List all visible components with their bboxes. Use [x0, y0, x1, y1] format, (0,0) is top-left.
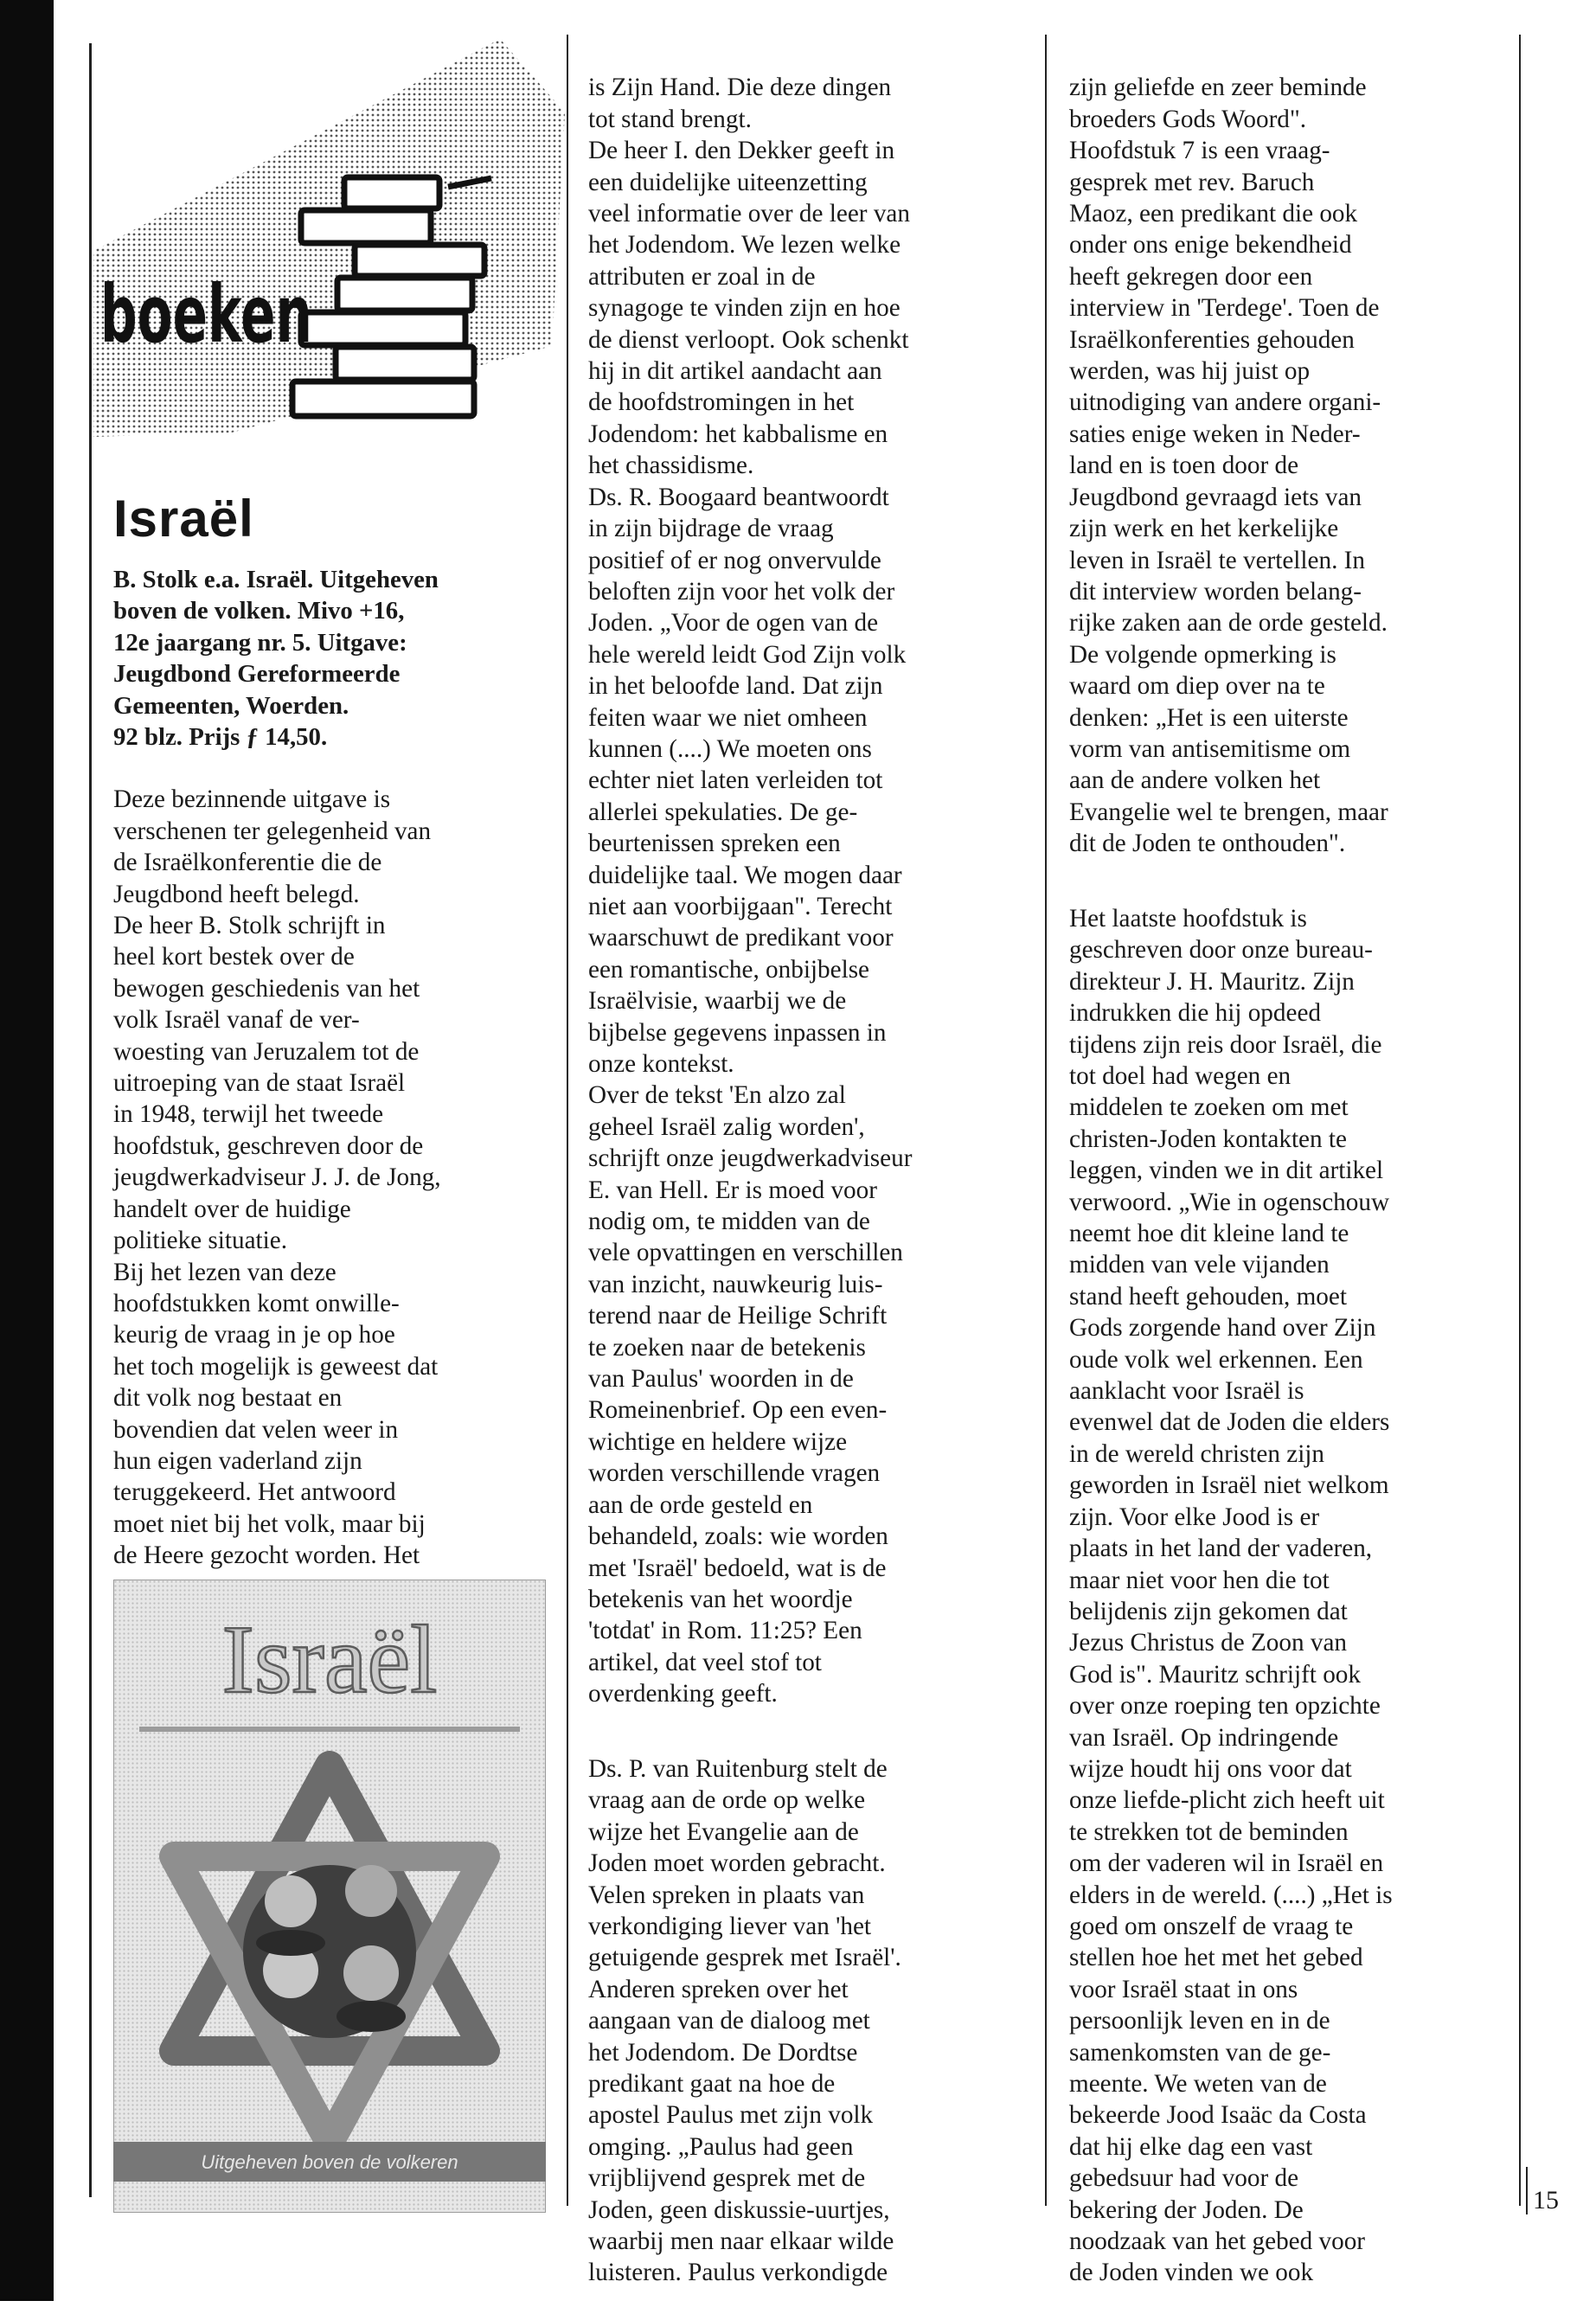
col3-text-part2: Het laatste hoofdstuk is geschreven door onze bureau- direkteur J. H. Mauritz. Zijn indrukken die hij opdeed tijdens zijn reis door Israël, die tot doel had wegen en middelen te zoeken om met christen-Joden kontakten te leggen, vinden we in dit artikel verwoord. „Wie in ogenschouw neemt hoe dit kleine land te midden van vele vijanden stand heeft gehouden, moet Gods zorgende hand over Zijn oude volk wel erkennen. Een aanklacht voor Israël is evenwel dat de Joden die elders in de wereld christen zijn geworden in Israël niet welkom zijn. Voor elke Jood is er plaats in het land der vaderen, maar niet voor hen die tot belijdenis zijn gekomen dat Jezus Christus de Zoon van God is". Mauritz schrijft ook over onze roeping ten opzichte van Israël. Op indringende wijze houdt hij ons voor dat onze liefde-plicht zich heeft uit te strekken tot de beminden om der vaderen wil in Israël en elders in de wereld. (....) „Het is goed om onszelf de vraag te stellen hoe het met het gebed voor Israël staat in ons persoonlijk leven en in de samenkomsten van de ge- meente. We weten van de bekeerde Jood Isaäc da Costa dat hij elke dag een vast gebedsuur had voor de bekering der Joden. De noodzaak van het gebed voor de Joden vinden we ook: [1069, 904, 1393, 2287]
page-number: 15: [1533, 2186, 1559, 2214]
cover-title: Israël: [221, 1606, 438, 1714]
column-1: [113, 753, 546, 1603]
column-2: [588, 41, 1038, 2320]
section-logo: [85, 35, 569, 450]
section-logo-label: boeken: [100, 268, 312, 361]
column-rule-2: [1045, 35, 1047, 2206]
article-title: Israël: [113, 490, 254, 548]
col2-text-part1: is Zijn Hand. Die deze dingen tot stand brengt. De heer I. den Dekker geeft in een duidelijke uiteenzetting veel informatie over de leer van het Jodendom. We lezen welke attributen er zoal in de synagoge te vinden zijn en hoe de dienst verloopt. Ook schenkt hij in dit artikel aandacht aan de hoofdstromingen in het Jodendom: het kabbalisme en het chassidisme. Ds. R. Boogaard beantwoordt in zijn bijdrage de vraag positief of er nog onvervulde beloften zijn voor het volk der Joden. „Voor de ogen van de hele wereld leidt God Zijn volk in het beloofde land. Dat zijn feiten waar we niet omheen kunnen (....) We moeten ons echter niet laten verleiden tot allerlei spekulaties. De ge- beurtenissen spreken een duidelijke taal. We mogen daar niet aan voorbijgaan". Terecht waarschuwt de predikant voor een romantische, onbijbelse Israëlvisie, waarbij we de bijbelse gegevens inpassen in onze kontekst. Over de tekst 'En alzo zal geheel Israël zalig worden', schrijft onze jeugdwerkadviseur E. van Hell. Er is moed voor nodig om, te midden van de vele opvattingen en verschillen van inzicht, nauwkeurig luis- terend naar de Heilige Schrift te zoeken naar de betekenis van Paulus' woorden in de Romeinenbrief. Op een even- wichtige en heldere wijze worden verschillende vragen aan de orde gesteld en behandeld, zoals: wie worden met 'Israël' bedoeld, wat is de betekenis van het woordje 'totdat' in Rom. 11:25? Een artikel, dat veel stof tot overdenking geeft.: [588, 74, 913, 1708]
cover-subtitle: Uitgeheven boven de volkeren: [201, 2151, 458, 2173]
bibliographic-details: B. Stolk e.a. Israël. Uitgeheven boven de volken. Mivo +16, 12e jaargang nr. 5. Uitgave: Jeugdbond Gereformeerde Gemeenten, Woerden. 92 blz. Prijs ƒ 14,50.: [113, 566, 439, 752]
col1-text: Deze bezinnende uitgave is verschenen ter gelegenheid van de Israëlkonferentie die de Jeugdbond heeft belegd. De heer B. Stolk schrijft in heel kort bestek over de bewogen geschiedenis van het volk Israël vanaf de ver- woesting van Jeruzalem tot de uitroeping van de staat Israël in 1948, terwijl het tweede hoofdstuk, geschreven door de jeugdwerkadviseur J. J. de Jong, handelt over de huidige politieke situatie. Bij het lezen van deze hoofdstukken komt onwille- keurig de vraag in je op hoe het toch mogelijk is geweest dat dit volk nog bestaat en bovendien dat velen weer in hun eigen vaderland zijn teruggekeerd. Het antwoord moet niet bij het volk, maar bij de Heere gezocht worden. Het: [113, 785, 441, 1570]
page-number-rule: [1526, 2167, 1528, 2214]
column-rule-3: [1519, 35, 1521, 2206]
col3-text-part1: zijn geliefde en zeer beminde broeders Gods Woord". Hoofdstuk 7 is een vraag- gesprek met rev. Baruch Maoz, een predikant die ook onder ons enige bekendheid heeft gekregen door een interview in 'Terdege'. Toen de Israëlkonferenties gehouden werden, was hij juist op uitnodiging van andere organi- saties enige weken in Neder- land en is toen door de Jeugdbond gevraagd iets van zijn werk en het kerkelijke leven in Israël te vertellen. In dit interview worden belang- rijke zaken aan de orde gesteld. De volgende opmerking is waard om diep over na te denken: „Het is een uiterste vorm van antisemitisme om aan de andere volken het Evangelie wel te brengen, maar dit de Joden te onthouden".: [1069, 74, 1388, 858]
col2-text-part2: Ds. P. van Ruitenburg stelt de vraag aan de orde op welke wijze het Evangelie aan de Joden moet worden gebracht. Velen spreken in plaats van verkondiging liever van 'het getuigende gesprek met Israël'. Anderen spreken over het aangaan van de dialoog met het Jodendom. De Dordtse predikant gaat na hoe de apostel Paulus met zijn volk omging. „Paulus had geen vrijblijvend gesprek met de Joden, geen diskussie-uurtjes, waarbij men naar elkaar wilde luisteren. Paulus verkondigde: [588, 1754, 901, 2287]
children-photo: [243, 1865, 416, 2038]
page-spine: [0, 0, 54, 2301]
book-cover-image: [113, 1580, 546, 2213]
column-3: [1069, 41, 1519, 2320]
